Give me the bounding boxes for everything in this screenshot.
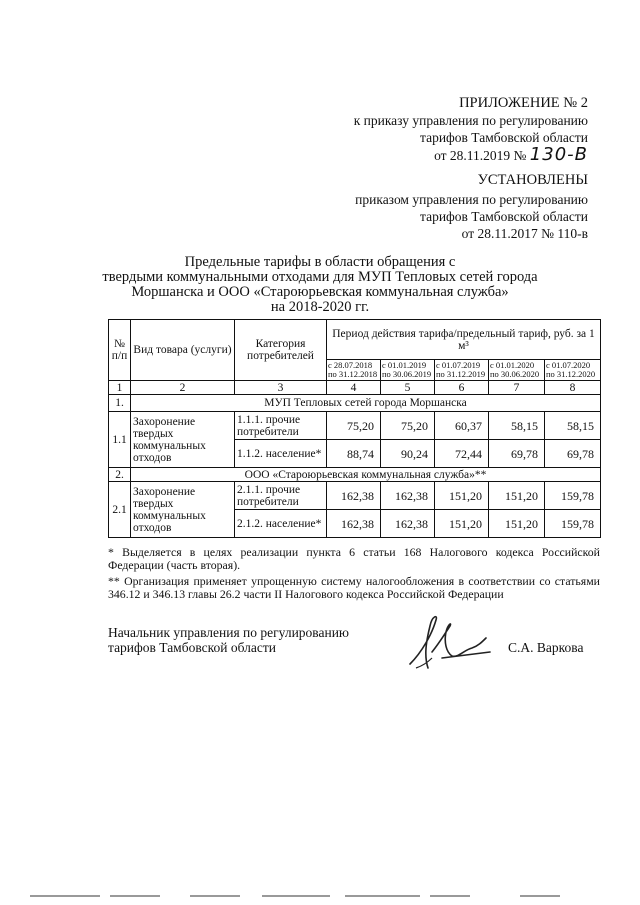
tariff-value: 159,78 [545, 510, 601, 538]
document-title-line-4: на 2018-2020 гг. [270, 299, 370, 315]
tariff-value: 162,38 [327, 510, 381, 538]
tariff-value: 58,15 [489, 412, 545, 440]
approved-title: УСТАНОВЛЕНЫ [477, 172, 588, 188]
table-row [109, 482, 601, 510]
appendix-line-2: тарифов Тамбовской области [420, 130, 588, 145]
consumer-category: 1.1.1. прочие потребители [235, 412, 327, 440]
approved-line-3: от 28.11.2017 № 110-в [461, 226, 588, 241]
section-number: 2. [109, 468, 131, 482]
column-number: 6 [435, 381, 489, 395]
scan-edge-marks [0, 893, 640, 899]
section-name: МУП Тепловых сетей города Моршанска [131, 395, 601, 412]
appendix-title: ПРИЛОЖЕНИЕ № 2 [459, 95, 588, 111]
document-title-line-2: твердыми коммунальными отходами для МУП Тепловых сетей города [102, 269, 538, 285]
column-number: 2 [131, 381, 235, 395]
consumer-category: 1.1.2. население* [235, 440, 327, 468]
footnotes [108, 546, 600, 604]
tariff-value: 75,20 [381, 412, 435, 440]
column-number: 7 [489, 381, 545, 395]
footnote-tax-system: ** Организация применяет упрощенную систему налогообложения в соответствии со статьями 346.12 и 346.13 главы 26.2 части II Налогового кодекса Российской Федерации [108, 574, 600, 601]
tariff-value: 162,38 [381, 510, 435, 538]
tariff-value: 151,20 [489, 482, 545, 510]
period-cell: с 01.07.2019 по 31.12.2019 [435, 360, 489, 381]
approved-line-2: тарифов Тамбовской области [420, 209, 588, 224]
section-row [109, 395, 601, 412]
tariff-value: 75,20 [327, 412, 381, 440]
document-title-line-1: Предельные тарифы в области обращения с [184, 254, 456, 270]
tariff-value: 69,78 [489, 440, 545, 468]
tariff-value: 162,38 [381, 482, 435, 510]
appendix-date-line [300, 146, 588, 164]
table-header-row [109, 320, 601, 360]
tariff-value: 69,78 [545, 440, 601, 468]
subsection-number: 1.1 [109, 412, 131, 468]
tariff-value: 72,44 [435, 440, 489, 468]
signer-position-line-2: тарифов Тамбовской области [108, 640, 276, 655]
footnote-vat: * Выделяется в целях реализации пункта 6 статьи 168 Налогового кодекса Российской Федерации (часть вторая). [108, 545, 600, 572]
tariff-table [108, 319, 601, 538]
period-cell: с 01.01.2020 по 30.06.2020 [489, 360, 545, 381]
column-number: 1 [109, 381, 131, 395]
appendix-line-1: к приказу управления по регулированию [353, 113, 588, 128]
column-number: 4 [327, 381, 381, 395]
section-row [109, 468, 601, 482]
product-name: Захоронение твердых коммунальных отходов [131, 482, 235, 538]
tariff-value: 151,20 [435, 482, 489, 510]
handwritten-order-number: 130-В [529, 144, 588, 165]
table-row [109, 412, 601, 440]
period-cell: с 28.07.2018 по 31.12.2018 [327, 360, 381, 381]
tariff-value: 90,24 [381, 440, 435, 468]
period-cell: с 01.07.2020 по 31.12.2020 [545, 360, 601, 381]
approved-line-1: приказом управления по регулированию [355, 192, 588, 207]
section-name: ООО «Староюрьевская коммунальная служба»** [131, 468, 601, 482]
handwritten-signature [402, 612, 492, 674]
header-period: Период действия тарифа/предельный тариф, руб. за 1 м³ [327, 320, 601, 360]
section-number: 1. [109, 395, 131, 412]
consumer-category: 2.1.2. население* [235, 510, 327, 538]
consumer-category: 2.1.1. прочие потребители [235, 482, 327, 510]
tariff-value: 159,78 [545, 482, 601, 510]
header-product: Вид товара (услуги) [131, 320, 235, 381]
product-name: Захоронение твердых коммунальных отходов [131, 412, 235, 468]
appendix-block [300, 95, 588, 164]
tariff-value: 58,15 [545, 412, 601, 440]
subsection-number: 2.1 [109, 482, 131, 538]
signer-position-line-1: Начальник управления по регулированию [108, 625, 350, 640]
tariff-value: 151,20 [489, 510, 545, 538]
tariff-value: 162,38 [327, 482, 381, 510]
approved-block [300, 172, 588, 242]
column-number: 8 [545, 381, 601, 395]
header-category: Категория потребителей [235, 320, 327, 381]
column-number: 5 [381, 381, 435, 395]
appendix-date: от 28.11.2019 № [434, 148, 527, 163]
column-number: 3 [235, 381, 327, 395]
signer-name: С.А. Варкова [508, 640, 584, 655]
document-title-line-3: Моршанска и ООО «Староюрьевская коммунальная служба» [131, 284, 509, 300]
period-cell: с 01.01.2019 по 30.06.2019 [381, 360, 435, 381]
column-number-row [109, 381, 601, 395]
document-title [100, 255, 540, 315]
tariff-value: 88,74 [327, 440, 381, 468]
signer-position [108, 625, 349, 655]
tariff-value: 151,20 [435, 510, 489, 538]
header-num: № п/п [109, 320, 131, 381]
tariff-value: 60,37 [435, 412, 489, 440]
